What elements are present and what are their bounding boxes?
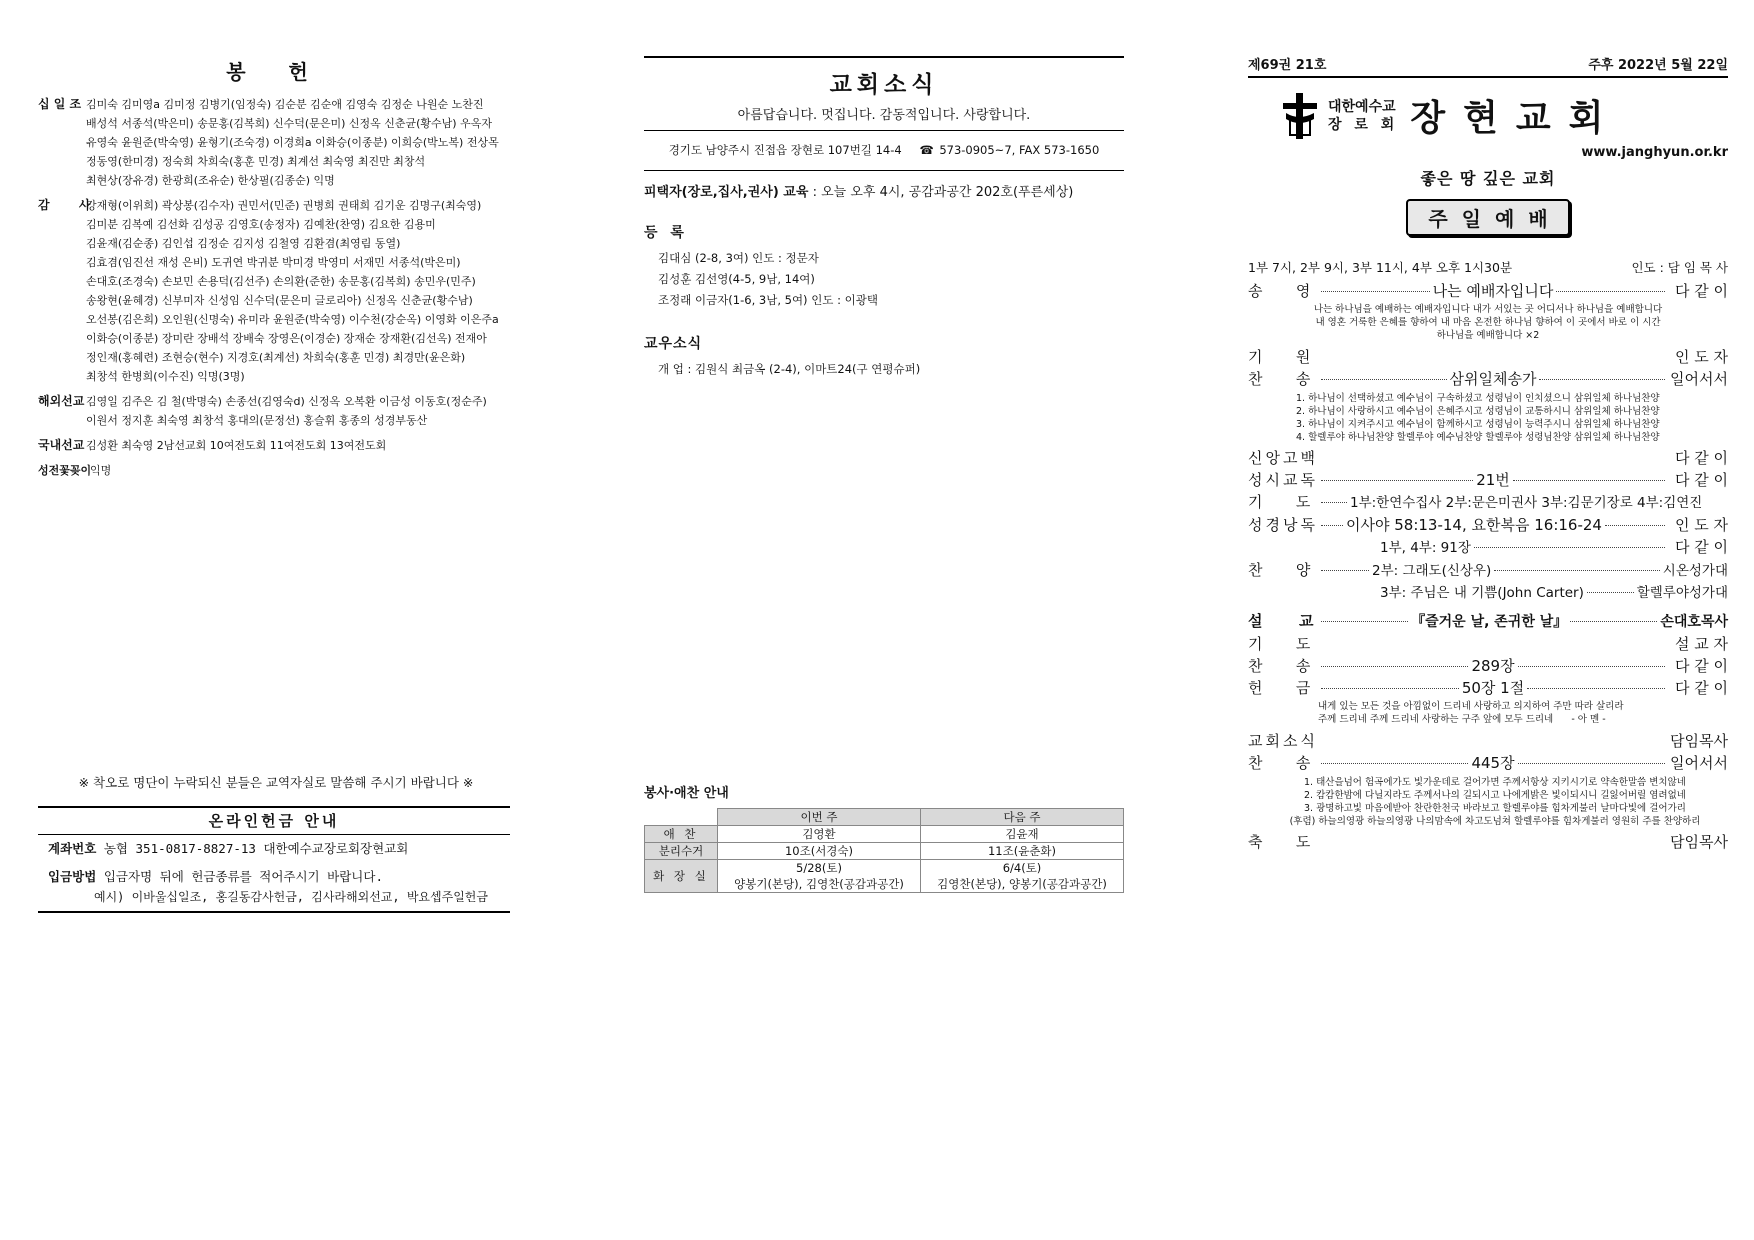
order-detail: 50장 1절	[1461, 679, 1525, 697]
church-motto: 좋은 땅 깊은 교회	[1420, 169, 1556, 188]
offering-overseas-label: 해외선교	[38, 394, 85, 408]
account-label: 계좌번호	[48, 841, 97, 856]
order-label: 설 교	[1248, 612, 1314, 630]
news-slogan: 아름답습니다. 멋집니다. 감동적입니다. 사랑합니다.	[644, 99, 1124, 131]
order-detail: 445장	[1471, 754, 1515, 772]
volume-number: 제69권 21호	[1248, 58, 1327, 73]
order-label: 기 도	[1248, 493, 1311, 511]
order-leader: 다 같 이	[1674, 657, 1728, 675]
lyric-line: 나는 하나님을 예배하는 예배자입니다 내가 서있는 곳 어디서나 하나님을 예배합니다	[1313, 304, 1663, 315]
order-detail: 1부, 4부: 91장	[1380, 540, 1471, 556]
table-cell: 김영환	[718, 826, 921, 843]
worship-title: 주일예배	[1406, 199, 1569, 236]
member-news-heading: 교우소식	[644, 336, 703, 352]
online-offering-body	[38, 835, 510, 911]
member-news-list	[644, 359, 1124, 380]
cross-logo-icon	[1280, 91, 1320, 141]
order-praise-b	[1248, 559, 1728, 582]
offering-column	[38, 0, 514, 904]
lyric-line: 1. 하나님이 선택하셨고 예수님이 구속하셨고 성령님이 인치셨으니 삼위일체 하나님찬양	[1296, 393, 1660, 404]
lyric-line: (후렴) 하늘의영광 하늘의영광 나의맘속에 차고도넘쳐 할렐루야를 힘차게불러 영원히 주를 찬양하리	[1289, 816, 1701, 827]
training-notice	[644, 181, 1124, 200]
order-leader: 인 도 자	[1674, 348, 1728, 366]
table-header-row	[645, 809, 1124, 826]
order-leader: 일어서서	[1670, 370, 1728, 388]
order-label: 성경낭독	[1248, 516, 1318, 534]
omission-notice: ※ 착오로 명단이 누락되신 분들은 교역자실로 말씀해 주시기 바랍니다 ※	[78, 775, 474, 790]
order-detail: 3부: 주님은 내 기쁨(John Carter)	[1380, 585, 1584, 601]
denomination-bottom: 장 로 회	[1328, 116, 1399, 133]
offering-flower-section	[38, 461, 514, 480]
order-offering	[1248, 677, 1728, 699]
names-line: 손대호(조경숙) 손보민 손용덕(김선주) 손의환(준한) 송문홍(김복희) 송민우(민주)	[86, 275, 476, 288]
order-of-worship	[1248, 280, 1728, 853]
order-detail: 이사야 58:13-14, 요한복음 16:16-24	[1346, 516, 1602, 534]
names-line: 김영일 김주은 김 철(박명숙) 손종선(김영숙d) 신정옥 오복환 이금성 이동호(정순주)	[86, 395, 487, 408]
order-hymn-2	[1248, 655, 1728, 677]
method-label: 입금방법	[48, 869, 97, 884]
row-label: 분리수거	[645, 843, 718, 860]
training-detail: : 오늘 오후 4시, 공감과공간 202호(푸른세상)	[808, 185, 1074, 200]
news-title: 교회소식	[829, 72, 939, 98]
order-prayer-3	[1248, 633, 1728, 655]
order-label: 찬 송	[1248, 657, 1311, 675]
news-header	[644, 56, 1124, 171]
offering-tithe-names	[86, 95, 514, 190]
lyric-line: 3. 광명하고빛 마음에받아 찬란한천국 바라보고 할렐루야를 힘차게불러 날마다빛에 걸어가리	[1304, 803, 1686, 814]
order-responsive-reading	[1248, 469, 1728, 491]
lyric-line: 4. 할렐루야 하나님찬양 할렐루야 예수님찬양 할렐루야 성령님찬양 삼위일체 하나님찬양	[1296, 432, 1660, 443]
names-line: 이화승(이종분) 장미란 장배석 장배숙 장영은(이경순) 장재순 장재환(김선옥) 전재아	[86, 332, 487, 345]
list-item: 김대심 (2-8, 3여) 인도 : 정문자	[658, 251, 819, 265]
registration-heading: 등 록	[644, 225, 688, 241]
order-scripture	[1248, 514, 1728, 536]
lyric-line: 하나님을 예배합니다 ×2	[1436, 330, 1540, 341]
method-row	[48, 867, 502, 887]
order-leader: 할렐루야성가대	[1636, 585, 1728, 601]
offering-domestic-names	[86, 436, 514, 455]
online-offering-title: 온라인헌금 안내	[38, 808, 510, 835]
table-row	[645, 860, 1124, 877]
lyric-line: 2. 캄캄한밤에 다닐지라도 주께서나의 길되시고 나에게밝은 빛이되시니 길잃어버릴 염려없네	[1304, 790, 1686, 801]
order-leader: 다 같 이	[1674, 449, 1728, 467]
order-leader: 다 같 이	[1674, 282, 1728, 300]
list-item: 개 업 : 김원식 최금옥 (2-4), 이마트24(구 연평슈퍼)	[658, 362, 921, 376]
table-row	[645, 826, 1124, 843]
service-duty-title: 봉사·애찬 안내	[644, 786, 729, 801]
training-subject: 피택자(장로,집사,권사) 교육	[644, 185, 809, 200]
offering-title: 봉 헌	[226, 60, 326, 84]
order-sermon	[1248, 610, 1728, 633]
order-leader: 시온성가대	[1662, 563, 1728, 579]
phone-text: 573-0905~7, FAX 573-1650	[939, 143, 1100, 157]
worship-title-wrap	[1248, 199, 1728, 236]
offering-tithe-section	[38, 95, 514, 190]
lyric-line: 내 영혼 거룩한 은혜를 향하여 내 마음 온전한 하나님 향하여 이 곳에서 바로 이 시간	[1315, 317, 1661, 328]
account-value: 농협 351-0817-8827-13 대한예수교장로회장현교회	[103, 841, 409, 856]
registration-list	[644, 248, 1124, 311]
names-line: 김미분 김복예 김선화 김성공 김영호(송정자) 김예찬(찬영) 김요한 김용미	[86, 218, 436, 231]
order-leader: 인 도 자	[1674, 516, 1728, 534]
order-praise-a	[1248, 536, 1728, 559]
column-next-week: 다음 주	[921, 809, 1124, 826]
order-label: 기 원	[1248, 348, 1311, 366]
order-detail: 2부: 그래도(신상우)	[1372, 563, 1492, 579]
table-row	[645, 843, 1124, 860]
offering-thanks-names	[86, 196, 514, 386]
method-value: 입금자명 뒤에 헌금종류를 적어주시기 바랍니다.	[103, 869, 383, 884]
names-line: 배성석 서종석(박은미) 송문홍(김복희) 신수덕(문은미) 신정옥 신춘균(황수남) 우옥자	[86, 117, 492, 130]
order-label: 찬 송	[1248, 370, 1311, 388]
order-song	[1248, 280, 1728, 302]
order-leader: 다 같 이	[1674, 679, 1728, 697]
row-label: 화 장 실	[645, 860, 718, 893]
lyric-line: 주께 드리네 주께 드리네 사랑하는 구주 앞에 모두 드리네 - 아 멘 -	[1318, 714, 1606, 725]
order-label: 송 영	[1248, 282, 1311, 300]
names-line: 김효겸(임진선 재성 은비) 도귀연 박귀분 박미경 박영미 서재민 서종석(박은미)	[86, 256, 461, 269]
lyric-line: 1. 태산을넘어 험곡에가도 빛가운데로 걸어가면 주께서항상 지키시기로 약속한말씀 변치않네	[1304, 777, 1686, 788]
service-times: 1부 7시, 2부 9시, 3부 11시, 4부 오후 1시30분	[1248, 260, 1513, 275]
order-detail: 1부:한연수집사 2부:문은미권사 3부:김문기장로 4부:김연진	[1350, 495, 1703, 511]
order-praise-c	[1248, 582, 1728, 604]
table-corner	[645, 809, 718, 826]
method-example: 예시) 이바울십일조, 홍길동감사헌금, 김사라해외선교, 박요셉주일헌금	[94, 890, 488, 904]
offering-thanks-label: 감 사	[38, 198, 91, 212]
church-header	[1248, 90, 1728, 141]
table-cell: 10조(서경숙)	[718, 843, 921, 860]
table-cell: 김영찬(본당), 양봉기(공감과공간)	[921, 876, 1124, 893]
order-leader: 담임목사	[1670, 732, 1728, 750]
lyric-line: 2. 하나님이 사랑하시고 예수님이 은혜주시고 성령님이 교통하시니 삼위일체 하나님찬양	[1296, 406, 1660, 417]
news-column	[644, 0, 1124, 891]
offering-overseas-names	[86, 392, 514, 430]
table-cell: 11조(윤춘화)	[921, 843, 1124, 860]
names-line: 김윤재(김순종) 김인섭 김정순 김지성 김철영 김환겸(최영림 동열)	[86, 237, 401, 250]
hymn-1-lyrics	[1248, 392, 1728, 444]
offering-thanks-section	[38, 196, 514, 386]
column-this-week: 이번 주	[718, 809, 921, 826]
song-lyrics	[1248, 303, 1728, 342]
names-line: 김미숙 김미영a 김미정 김병기(임정숙) 김순분 김순애 김영숙 김정순 나원순 노찬진	[86, 98, 484, 111]
hymn-3-lyrics	[1248, 776, 1728, 828]
names-line: 김성환 최숙영 2남선교회 10여전도회 11여전도회 13여전도회	[86, 439, 387, 452]
order-leader: 담임목사	[1670, 833, 1728, 851]
order-leader: 다 같 이	[1674, 471, 1728, 489]
names-line: 최현상(장유경) 한광희(조유순) 한상필(김종순) 익명	[86, 174, 335, 187]
order-detail: 삼위일체송가	[1449, 370, 1537, 388]
order-label: 찬 양	[1248, 561, 1311, 579]
names-line: 정인재(홍혜련) 조현승(현수) 지경호(최계선) 차희숙(홍훈 민경) 최경만(윤은화)	[86, 351, 466, 364]
order-detail: 21번	[1476, 471, 1510, 489]
order-detail: 『즐거운 날, 존귀한 날』	[1411, 614, 1568, 630]
order-leader: 다 같 이	[1674, 538, 1728, 556]
service-times-row	[1248, 258, 1728, 276]
offering-flower-label: 성전꽃꽂이	[38, 464, 92, 477]
telephone-icon: ☎	[919, 143, 934, 157]
offering-domestic-label: 국내선교	[38, 438, 85, 452]
account-row	[48, 839, 502, 859]
table-cell: 6/4(토)	[921, 860, 1124, 877]
lyric-line: 내게 있는 모든 것을 아낌없이 드리네 사랑하고 의지하여 주만 따라 살리라	[1318, 701, 1624, 712]
denomination-top: 대한예수교	[1328, 98, 1396, 115]
order-church-news	[1248, 730, 1728, 752]
order-label: 성시교독	[1248, 471, 1318, 489]
table-cell: 양봉기(본당), 김영찬(공감과공간)	[718, 876, 921, 893]
order-detail: 나는 예배자입니다	[1432, 282, 1554, 300]
issue-bar	[1248, 54, 1728, 78]
order-prayer-2	[1248, 491, 1728, 514]
lyric-line: 3. 하나님이 지켜주시고 예수님이 함께하시고 성령님이 능력주시니 삼위일체 하나님찬양	[1296, 419, 1660, 430]
order-hymn-1	[1248, 368, 1728, 390]
order-label: 찬 송	[1248, 754, 1311, 772]
church-name: 장현교회	[1410, 97, 1622, 139]
order-hymn-3	[1248, 752, 1728, 774]
offering-flower-names	[86, 461, 514, 480]
names-line: 강재형(이위희) 곽상봉(김수자) 권민서(민준) 권병희 권태희 김기운 김명구(최숙영)	[86, 199, 482, 212]
offering-overseas-section	[38, 392, 514, 430]
denomination	[1328, 98, 1398, 134]
names-line: 이원서 정지훈 최숙영 최창석 홍대의(문정선) 홍슬휘 홍종의 성경부동산	[86, 414, 428, 427]
order-detail: 289장	[1471, 657, 1515, 675]
list-item: 김성훈 김선영(4-5, 9남, 14여)	[658, 272, 815, 286]
order-leader: 손대호목사	[1660, 614, 1728, 630]
offering-lyrics	[1248, 700, 1728, 726]
address-text: 경기도 남양주시 진접읍 장현로 107번길 14-4	[668, 143, 902, 157]
online-offering-box	[38, 806, 510, 913]
order-label: 교회소식	[1248, 732, 1318, 750]
issue-date: 주후 2022년 5월 22일	[1588, 58, 1728, 73]
service-duty-table	[644, 808, 1124, 893]
names-line: 유영숙 윤원준(박숙영) 윤형기(조숙경) 이경희a 이화승(이종분) 이희승(박노복) 전상목	[86, 136, 499, 149]
table-cell: 5/28(토)	[718, 860, 921, 877]
list-item: 조정래 이금자(1-6, 3남, 5여) 인도 : 이광택	[658, 293, 878, 307]
church-address	[644, 131, 1124, 170]
order-creed	[1248, 447, 1728, 469]
order-label: 헌 금	[1248, 679, 1311, 697]
worship-column	[1248, 0, 1728, 853]
order-leader: 일어서서	[1670, 754, 1728, 772]
order-benediction	[1248, 831, 1728, 853]
order-label: 축 도	[1248, 833, 1311, 851]
offering-domestic-section	[38, 436, 514, 455]
names-line: 최창석 한병희(이수진) 익명(3명)	[86, 370, 245, 383]
service-leader: 인도 : 담 임 목 사	[1631, 260, 1728, 275]
order-leader: 설 교 자	[1674, 635, 1728, 653]
names-line: 익명	[90, 464, 112, 477]
names-line: 송왕현(윤혜경) 신부미자 신성임 신수덕(문은미 글로리아) 신정옥 신춘균(황수남)	[86, 294, 473, 307]
offering-tithe-label: 십 일 조	[38, 97, 82, 111]
order-prayer	[1248, 346, 1728, 368]
names-line: 정동영(한미경) 정숙희 차희숙(홍훈 민경) 최계선 최숙영 최진만 최창석	[86, 155, 426, 168]
row-label: 애 찬	[645, 826, 718, 843]
table-cell: 김윤재	[921, 826, 1124, 843]
order-label: 기 도	[1248, 635, 1311, 653]
names-line: 오선봉(김은희) 오인원(신명숙) 유미라 윤원준(박숙영) 이수천(강순옥) 이영화 이은주a	[86, 313, 499, 326]
church-website: www.janghyun.or.kr	[1581, 145, 1728, 160]
order-label: 신앙고백	[1248, 449, 1318, 467]
